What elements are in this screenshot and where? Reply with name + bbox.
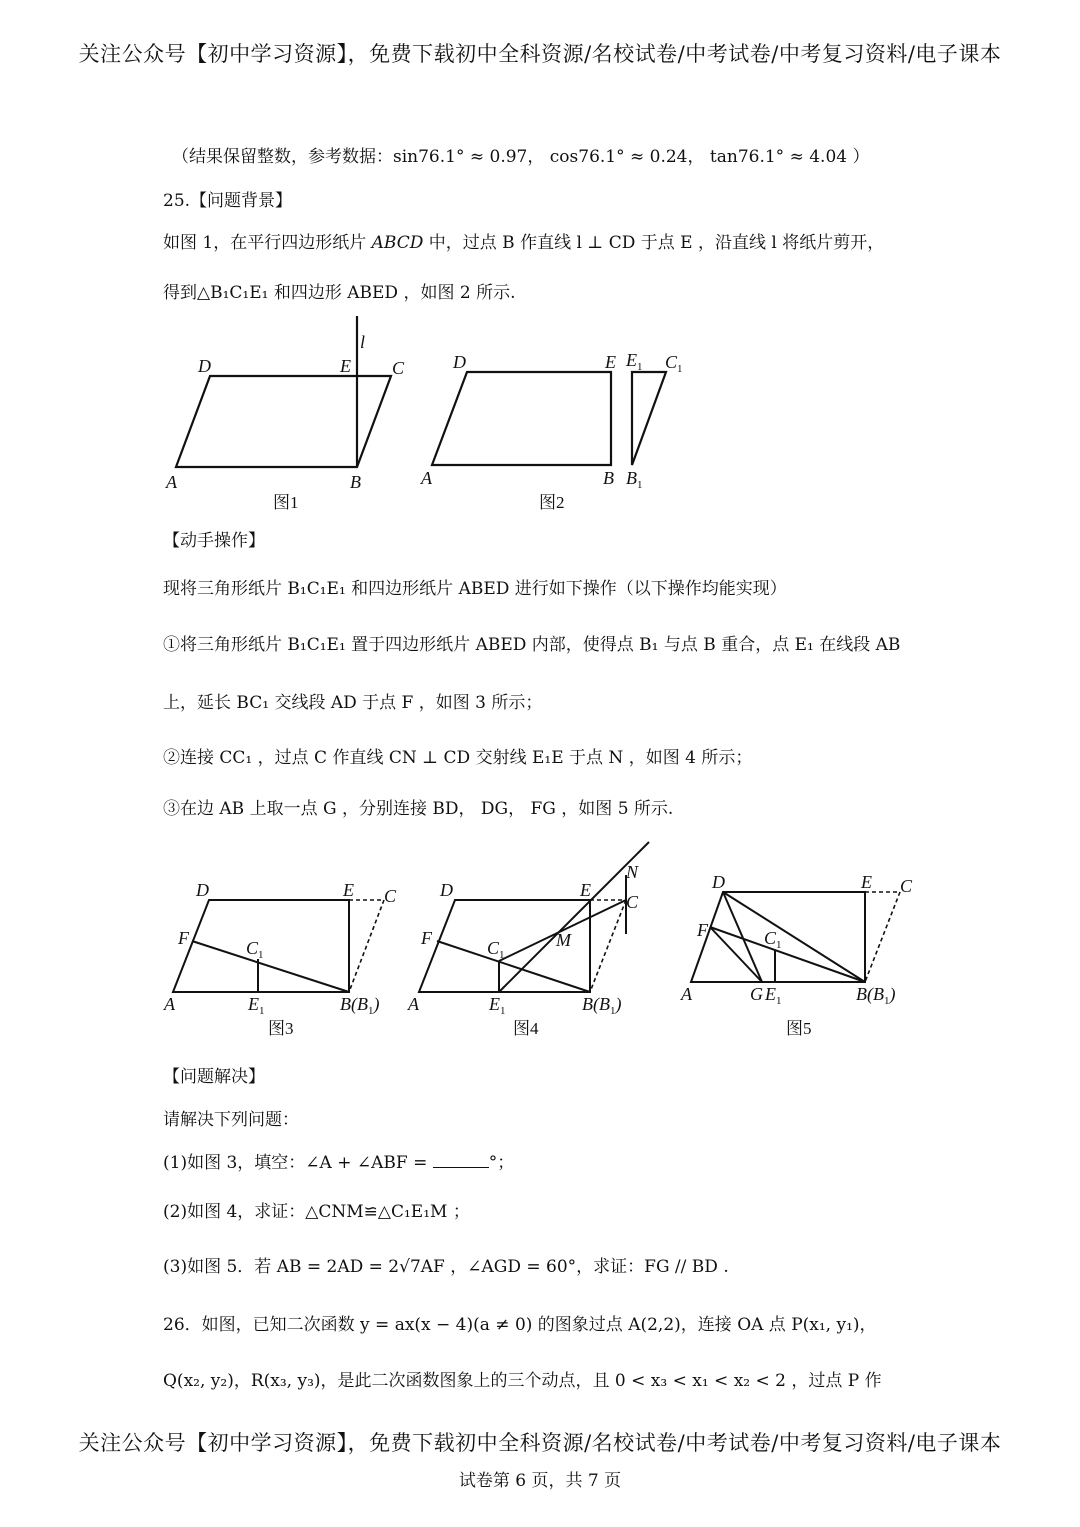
- operation-heading: 【动手操作】: [163, 531, 265, 551]
- fig5-label-F: F: [697, 920, 708, 940]
- figure-5: [678, 870, 938, 1040]
- fig3-caption: 图3: [268, 1019, 294, 1038]
- bottom-banner: 关注公众号【初中学习资源】，免费下载初中全科资源/名校试卷/中考试卷/中考复习资料/电子课本: [78, 1431, 1002, 1455]
- fig1-label-D: D: [198, 356, 211, 376]
- q26-line1: 26．如图，已知二次函数 y = ax(x − 4)(a ≠ 0) 的图象过点 A(2,2)，连接 OA 点 P(x₁, y₁)，: [163, 1315, 877, 1335]
- q25-p1-abcd: ABCD: [371, 233, 424, 253]
- page-footer: 试卷第 6 页，共 7 页: [458, 1471, 622, 1491]
- q26-line2: Q(x₂, y₂)，R(x₃, y₃)，是此二次函数图象上的三个动点，且 0 < x₃ < x₁ < x₂ < 2 ，过点 P 作: [163, 1371, 882, 1391]
- fig3-label-E1: $E_1$: [248, 994, 265, 1017]
- fig1-label-E: E: [340, 356, 351, 376]
- fig4-label-E: E: [580, 880, 591, 900]
- fig2-label-D: D: [453, 352, 466, 372]
- fig1-label-C: C: [392, 358, 405, 378]
- fig5-label-C: C: [900, 876, 913, 896]
- operation-step3: ③在边 AB 上取一点 G ，分别连接 BD， DG， FG ，如图 5 所示.: [163, 799, 674, 819]
- q25-background-line1: [163, 228, 884, 253]
- fig2-label-E: E: [605, 352, 616, 372]
- fig2-label-B: B: [603, 468, 614, 488]
- solve-heading: 【问题解决】: [163, 1067, 265, 1087]
- fig3-label-F: F: [178, 928, 189, 948]
- sub-question-2: (2)如图 4，求证：△CNM≌△C₁E₁M ；: [163, 1202, 470, 1222]
- fig4-caption: 图4: [513, 1019, 539, 1038]
- operation-step1-line1: ①将三角形纸片 B₁C₁E₁ 置于四边形纸片 ABED 内部，使得点 B₁ 与点 B 重合，点 E₁ 在线段 AB: [163, 635, 901, 655]
- fig4-label-M: M: [556, 930, 571, 950]
- fig4-label-B: $B(B_1)$: [582, 994, 622, 1017]
- fig4-label-D: D: [440, 880, 453, 900]
- fig4-label-A: A: [408, 994, 419, 1014]
- fig5-label-E: E: [861, 872, 872, 892]
- figure-3: [160, 870, 420, 1040]
- fig4-label-C: C: [626, 892, 639, 912]
- fig2-label-A: A: [421, 468, 432, 488]
- operation-step1-line2: 上，延长 BC₁ 交线段 AD 于点 F ，如图 3 所示；: [163, 693, 543, 713]
- operation-intro: 现将三角形纸片 B₁C₁E₁ 和四边形纸片 ABED 进行如下操作（以下操作均能实现）: [163, 579, 787, 599]
- sub-question-1-text: (1)如图 3，填空：∠A + ∠ABF =: [163, 1153, 428, 1173]
- fig1-label-l: l: [360, 332, 366, 352]
- fig2-label-E1: $E_1$: [626, 350, 643, 373]
- figure-4: [400, 840, 660, 1040]
- fig5-label-D: D: [712, 872, 725, 892]
- fig1-label-A: A: [166, 472, 177, 492]
- operation-step2: ②连接 CC₁ ，过点 C 作直线 CN ⊥ CD 交射线 E₁E 于点 N ，如图 4 所示；: [163, 748, 753, 768]
- fig2-label-C1: $C_1$: [665, 352, 683, 375]
- q25-background-line2: 得到△B₁C₁E₁ 和四边形 ABED ，如图 2 所示.: [163, 283, 516, 303]
- fig4-label-F: F: [421, 928, 432, 948]
- fig5-label-B: $B(B_1)$: [856, 984, 896, 1007]
- fig2-label-B1: $B_1$: [626, 468, 643, 491]
- fig4-label-C1: $C_1$: [487, 938, 505, 961]
- sub-question-3: (3)如图 5．若 AB = 2AD = 2√7AF ，∠AGD = 60°，求证：FG // BD .: [163, 1257, 729, 1277]
- fig4-label-N: N: [626, 862, 639, 882]
- q25-heading: 25.【问题背景】: [163, 191, 293, 211]
- fig1-label-B: B: [350, 472, 361, 492]
- fig2-caption: 图2: [539, 493, 565, 512]
- fig3-label-B: $B(B_1)$: [340, 994, 380, 1017]
- fig5-label-G: G: [750, 984, 763, 1004]
- sub-question-1-unit: °；: [488, 1153, 515, 1173]
- figure-1: [160, 312, 420, 517]
- top-banner: 关注公众号【初中学习资源】，免费下载初中全科资源/名校试卷/中考试卷/中考复习资料/电子课本: [78, 42, 1002, 66]
- fig3-label-A: A: [164, 994, 175, 1014]
- fig3-label-D: D: [196, 880, 209, 900]
- fig4-label-E1: $E_1$: [489, 994, 506, 1017]
- fig5-label-C1: $C_1$: [764, 928, 782, 951]
- fig5-label-E1: $E_1$: [765, 984, 782, 1007]
- figure-2: [415, 340, 700, 515]
- fig1-caption: 图1: [273, 493, 299, 512]
- sub-question-1: [163, 1148, 514, 1173]
- fig3-label-E: E: [343, 880, 354, 900]
- solve-intro: 请解决下列问题：: [163, 1110, 299, 1130]
- answer-blank[interactable]: [433, 1153, 489, 1168]
- q25-p1-text: 如图 1，在平行四边形纸片: [163, 233, 372, 253]
- fig3-label-C1: $C_1$: [246, 938, 264, 961]
- q25-p1-rest: 中，过点 B 作直线 l ⊥ CD 于点 E ，沿直线 l 将纸片剪开，: [423, 233, 885, 253]
- reference-note: （结果保留整数，参考数据：sin76.1° ≈ 0.97， cos76.1° ≈ 0.24， tan76.1° ≈ 4.04 ）: [172, 147, 870, 167]
- fig3-label-C: C: [384, 886, 397, 906]
- fig5-caption: 图5: [786, 1019, 812, 1038]
- fig5-label-A: A: [681, 984, 692, 1004]
